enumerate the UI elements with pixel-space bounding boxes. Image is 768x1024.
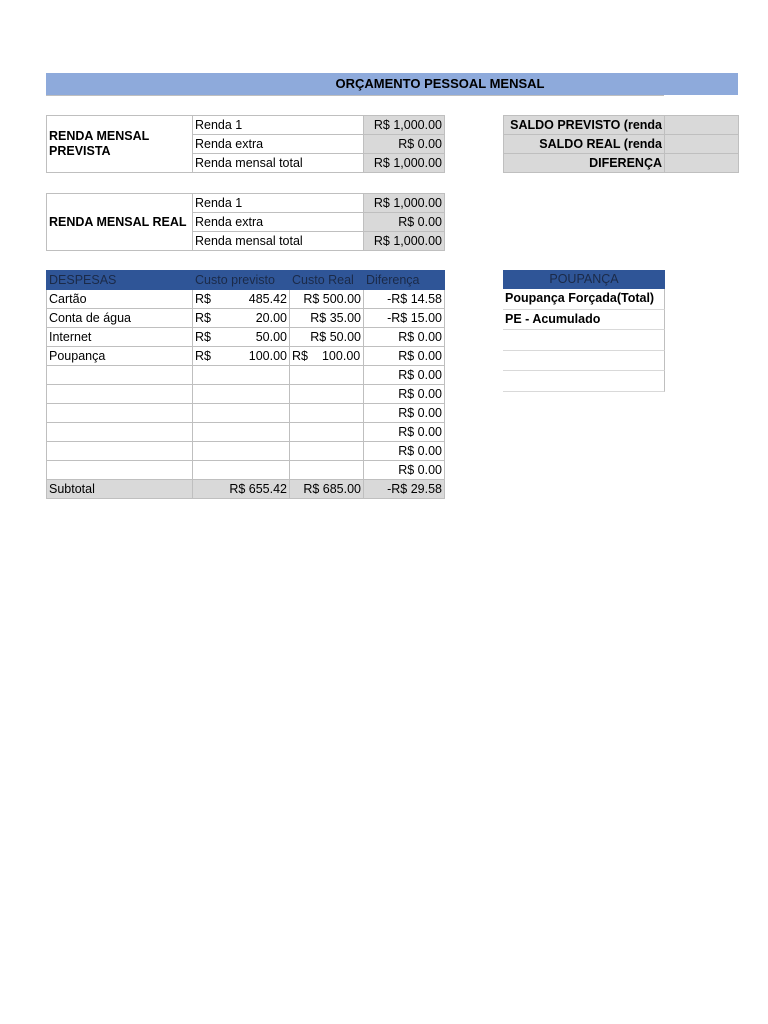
renda-real-row-value[interactable]: R$ 0.00 bbox=[364, 213, 445, 232]
despesa-name[interactable] bbox=[47, 366, 193, 385]
diferenca-cell[interactable]: R$ 0.00 bbox=[364, 442, 445, 461]
renda-prevista-row-value[interactable]: R$ 0.00 bbox=[364, 135, 445, 154]
renda-real-row-value[interactable]: R$ 1,000.00 bbox=[364, 232, 445, 251]
table-row bbox=[47, 347, 445, 366]
amount: 20.00 bbox=[255, 311, 287, 325]
despesas-header: DESPESAS bbox=[47, 271, 193, 290]
diferenca-cell[interactable]: -R$ 15.00 bbox=[364, 309, 445, 328]
custo-previsto-cell[interactable] bbox=[193, 404, 290, 423]
renda-real-table bbox=[46, 193, 445, 251]
amount: 485.42 bbox=[248, 292, 287, 306]
amount: 100.00 bbox=[321, 349, 361, 363]
subtotal-label[interactable]: Subtotal bbox=[47, 480, 193, 499]
diferenca-value[interactable] bbox=[665, 154, 739, 173]
despesa-name[interactable]: Poupança bbox=[47, 347, 193, 366]
custo-real-cell[interactable] bbox=[290, 423, 364, 442]
subtotal-real[interactable]: R$ 685.00 bbox=[290, 480, 364, 499]
despesa-name[interactable]: Conta de água bbox=[47, 309, 193, 328]
amount: 100.00 bbox=[248, 349, 287, 363]
table-row bbox=[47, 423, 445, 442]
renda-prevista-row-name[interactable]: Renda 1 bbox=[193, 116, 364, 135]
renda-real-row-name[interactable]: Renda extra bbox=[193, 213, 364, 232]
subtotal-row bbox=[47, 480, 445, 499]
custo-previsto-header: Custo previsto bbox=[193, 271, 290, 290]
renda-prevista-row-value[interactable]: R$ 1,000.00 bbox=[364, 116, 445, 135]
saldo-table bbox=[503, 115, 739, 173]
table-row bbox=[47, 328, 445, 347]
title-divider bbox=[46, 95, 664, 96]
custo-real-cell[interactable] bbox=[290, 385, 364, 404]
custo-previsto-cell[interactable] bbox=[193, 442, 290, 461]
diferenca-cell[interactable]: R$ 0.00 bbox=[364, 347, 445, 366]
sheet-title: ORÇAMENTO PESSOAL MENSAL bbox=[335, 76, 545, 91]
custo-real-cell[interactable]: R$ 35.00 bbox=[290, 309, 364, 328]
diferenca-cell[interactable]: R$ 0.00 bbox=[364, 328, 445, 347]
table-row bbox=[47, 309, 445, 328]
title-bar bbox=[46, 73, 738, 95]
renda-prevista-table bbox=[46, 115, 445, 173]
poupanca-empty-row[interactable] bbox=[503, 351, 665, 372]
saldo-previsto-label[interactable]: SALDO PREVISTO (renda bbox=[504, 116, 665, 135]
despesa-name[interactable] bbox=[47, 404, 193, 423]
diferenca-cell[interactable]: R$ 0.00 bbox=[364, 461, 445, 480]
renda-prevista-row-name[interactable]: Renda extra bbox=[193, 135, 364, 154]
table-row bbox=[47, 385, 445, 404]
custo-previsto-cell[interactable] bbox=[193, 461, 290, 480]
custo-real-cell[interactable] bbox=[290, 347, 364, 366]
poupanca-header: POUPANÇA bbox=[503, 270, 665, 289]
currency-symbol: R$ bbox=[195, 349, 211, 363]
despesa-name[interactable]: Cartão bbox=[47, 290, 193, 309]
diferenca-cell[interactable]: R$ 0.00 bbox=[364, 423, 445, 442]
poupanca-panel bbox=[503, 270, 665, 392]
despesa-name[interactable] bbox=[47, 423, 193, 442]
saldo-real-value[interactable] bbox=[665, 135, 739, 154]
currency-symbol: R$ bbox=[195, 311, 211, 325]
table-row bbox=[47, 290, 445, 309]
table-row bbox=[47, 366, 445, 385]
currency-symbol: R$ bbox=[292, 349, 308, 363]
currency-symbol: R$ bbox=[195, 292, 211, 306]
diferenca-cell[interactable]: R$ 0.00 bbox=[364, 366, 445, 385]
despesas-table bbox=[46, 270, 445, 499]
custo-real-cell[interactable]: R$ 500.00 bbox=[290, 290, 364, 309]
saldo-previsto-value[interactable] bbox=[665, 116, 739, 135]
renda-prevista-row-value[interactable]: R$ 1,000.00 bbox=[364, 154, 445, 173]
custo-previsto-cell[interactable] bbox=[193, 309, 290, 328]
custo-previsto-cell[interactable] bbox=[193, 290, 290, 309]
amount: 50.00 bbox=[255, 330, 287, 344]
poupanca-forcada-row[interactable]: Poupança Forçada(Total) bbox=[503, 289, 665, 310]
custo-previsto-cell[interactable] bbox=[193, 328, 290, 347]
despesa-name[interactable]: Internet bbox=[47, 328, 193, 347]
custo-real-cell[interactable] bbox=[290, 404, 364, 423]
table-row bbox=[47, 442, 445, 461]
diferenca-cell[interactable]: R$ 0.00 bbox=[364, 404, 445, 423]
renda-prevista-label: RENDA MENSAL PREVISTA bbox=[47, 116, 193, 173]
subtotal-previsto[interactable]: R$ 655.42 bbox=[193, 480, 290, 499]
subtotal-diferenca[interactable]: -R$ 29.58 bbox=[364, 480, 445, 499]
despesa-name[interactable] bbox=[47, 385, 193, 404]
renda-prevista-row-name[interactable]: Renda mensal total bbox=[193, 154, 364, 173]
renda-real-row-name[interactable]: Renda 1 bbox=[193, 194, 364, 213]
renda-real-label: RENDA MENSAL REAL bbox=[47, 194, 193, 251]
diferenca-label[interactable]: DIFERENÇA bbox=[504, 154, 665, 173]
custo-previsto-cell[interactable] bbox=[193, 385, 290, 404]
custo-real-cell[interactable] bbox=[290, 366, 364, 385]
renda-real-row-value[interactable]: R$ 1,000.00 bbox=[364, 194, 445, 213]
despesa-name[interactable] bbox=[47, 442, 193, 461]
custo-previsto-cell[interactable] bbox=[193, 366, 290, 385]
diferenca-header: Diferença bbox=[364, 271, 445, 290]
despesa-name[interactable] bbox=[47, 461, 193, 480]
poupanca-empty-row[interactable] bbox=[503, 371, 665, 392]
custo-previsto-cell[interactable] bbox=[193, 347, 290, 366]
renda-real-row-name[interactable]: Renda mensal total bbox=[193, 232, 364, 251]
custo-real-cell[interactable]: R$ 50.00 bbox=[290, 328, 364, 347]
diferenca-cell[interactable]: R$ 0.00 bbox=[364, 385, 445, 404]
custo-real-header: Custo Real bbox=[290, 271, 364, 290]
pe-acumulado-row[interactable]: PE - Acumulado bbox=[503, 310, 665, 331]
custo-real-cell[interactable] bbox=[290, 461, 364, 480]
diferenca-cell[interactable]: -R$ 14.58 bbox=[364, 290, 445, 309]
custo-real-cell[interactable] bbox=[290, 442, 364, 461]
custo-previsto-cell[interactable] bbox=[193, 423, 290, 442]
poupanca-empty-row[interactable] bbox=[503, 330, 665, 351]
table-row bbox=[47, 461, 445, 480]
despesas-header-row bbox=[47, 271, 445, 290]
table-row bbox=[47, 404, 445, 423]
currency-symbol: R$ bbox=[195, 330, 211, 344]
saldo-real-label[interactable]: SALDO REAL (renda bbox=[504, 135, 665, 154]
